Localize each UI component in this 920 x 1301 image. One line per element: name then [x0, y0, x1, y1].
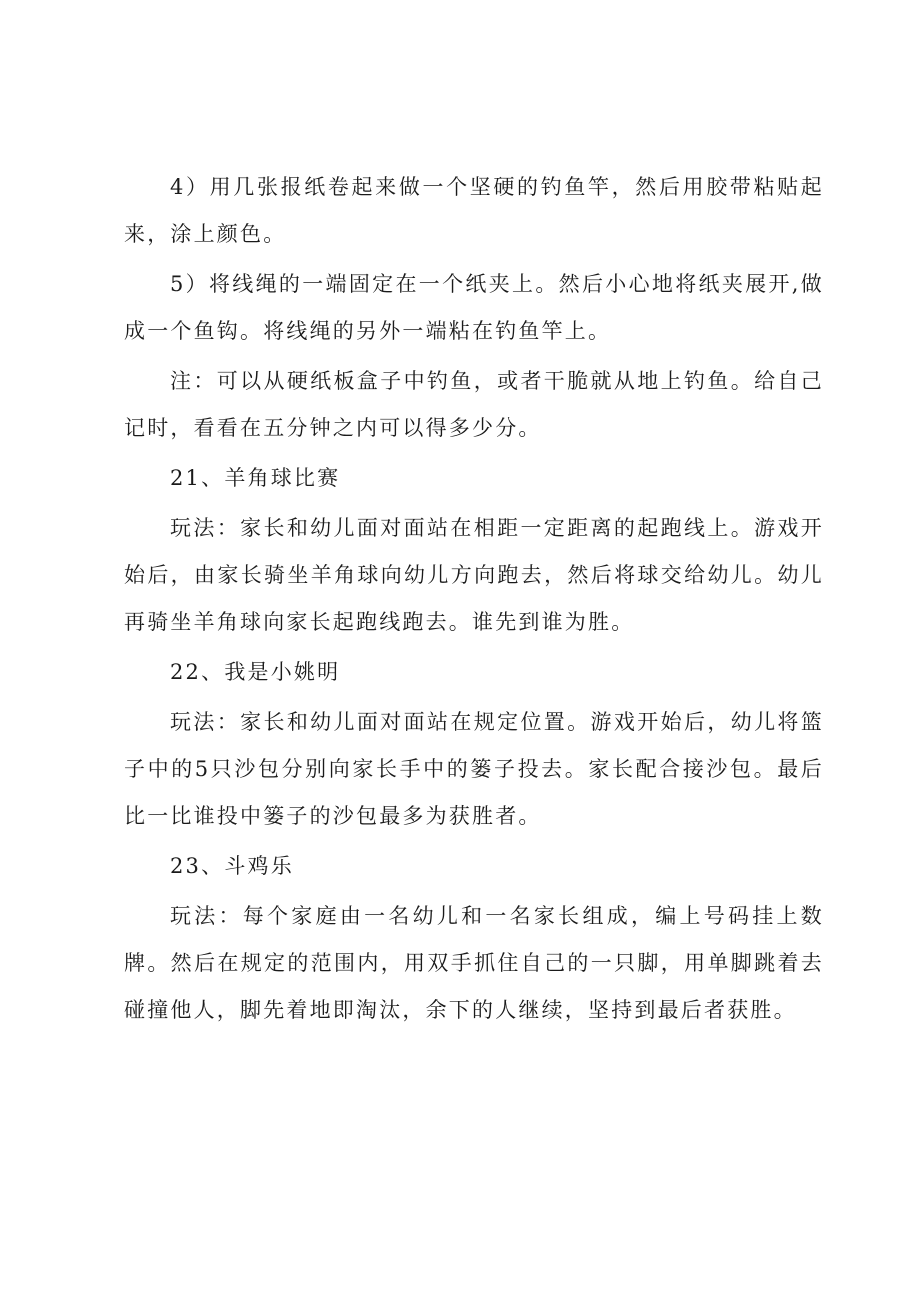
section-heading: 21、羊角球比赛 [170, 466, 341, 490]
body-paragraph: 玩法：家长和幼儿面对面站在相距一定距离的起跑线上。游戏开始后，由家长骑坐羊角球向幼儿方向跑去，然后将球交给幼儿。幼儿再骑坐羊角球向家长起跑线跑去。谁先到谁为胜。 [124, 516, 824, 634]
section-heading: 22、我是小姚明 [170, 660, 341, 684]
document-body [124, 164, 824, 1034]
body-paragraph: 玩法：家长和幼儿面对面站在规定位置。游戏开始后，幼儿将篮子中的5只沙包分别向家长手中的篓子投去。家长配合接沙包。最后比一比谁投中篓子的沙包最多为获胜者。 [124, 710, 824, 828]
section-heading: 23、斗鸡乐 [170, 854, 294, 878]
step-paragraph: 4）用几张报纸卷起来做一个坚硬的钓鱼竿，然后用胶带粘贴起来，涂上颜色。 [124, 175, 824, 246]
note-paragraph: 注：可以从硬纸板盒子中钓鱼，或者干脆就从地上钓鱼。给自己记时，看看在五分钟之内可以得多少分。 [124, 369, 824, 440]
body-paragraph: 玩法：每个家庭由一名幼儿和一名家长组成，编上号码挂上数牌。然后在规定的范围内，用双手抓住自己的一只脚，用单脚跳着去碰撞他人，脚先着地即淘汰，余下的人继续，坚持到最后者获胜。 [124, 904, 824, 1022]
step-paragraph: 5）将线绳的一端固定在一个纸夹上。然后小心地将纸夹展开,做成一个鱼钩。将线绳的另外一端粘在钓鱼竿上。 [124, 272, 824, 343]
